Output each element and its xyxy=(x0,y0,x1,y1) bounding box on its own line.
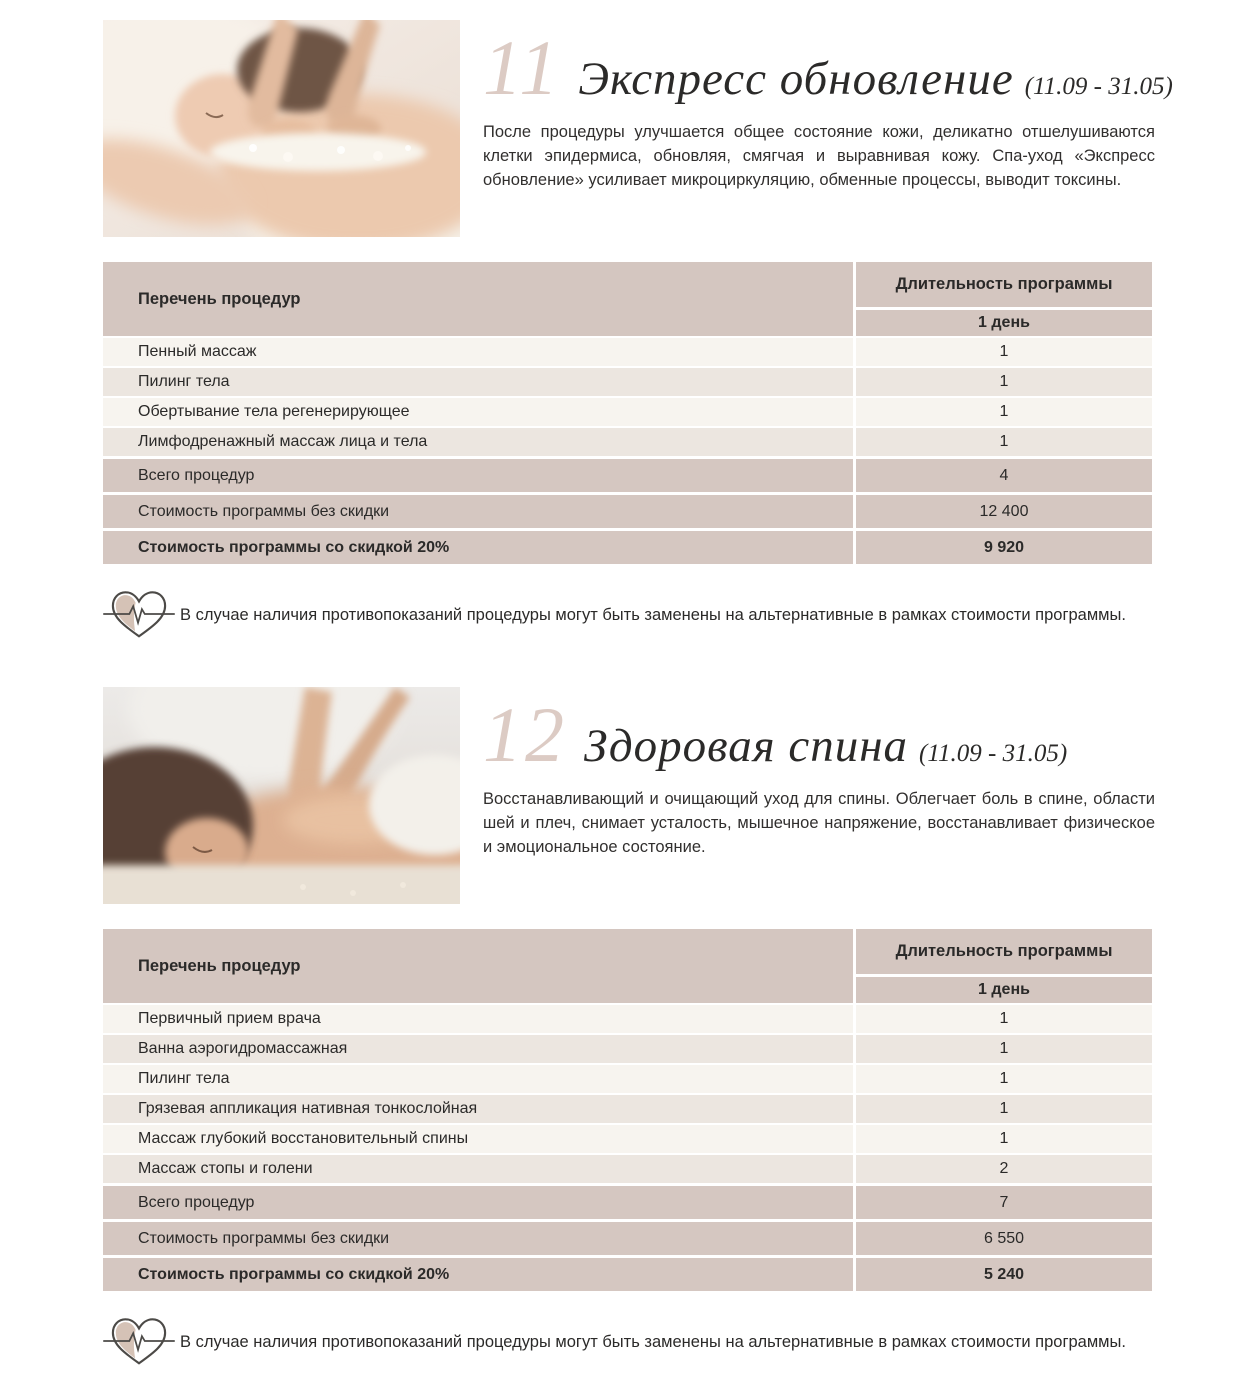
procedure-name: Лимфодренажный массаж лица и тела xyxy=(103,428,853,456)
procedure-name: Массаж стопы и голени xyxy=(103,1155,853,1183)
table-row xyxy=(103,338,1152,366)
procedure-name: Пенный массаж xyxy=(103,338,853,366)
section-dates: (11.09 - 31.05) xyxy=(1024,73,1173,100)
procedure-count: 1 xyxy=(856,1125,1152,1153)
summary-value: 12 400 xyxy=(856,495,1152,528)
summary-label: Стоимость программы со скидкой 20% xyxy=(103,1258,853,1291)
summary-row-discount-price xyxy=(103,1258,1152,1291)
summary-value: 6 550 xyxy=(856,1222,1152,1255)
procedure-name: Массаж глубокий восстановительный спины xyxy=(103,1125,853,1153)
summary-label: Стоимость программы со скидкой 20% xyxy=(103,531,853,564)
procedure-count: 1 xyxy=(856,398,1152,426)
table-row xyxy=(103,1065,1152,1093)
photo-salt-scrub-massage xyxy=(103,20,460,237)
heart-pulse-icon xyxy=(103,1313,175,1371)
back-massage-illustration xyxy=(103,687,460,904)
summary-value: 5 240 xyxy=(856,1258,1152,1291)
duration-subheader-label: 1 день xyxy=(856,310,1152,336)
photo-back-massage xyxy=(103,687,460,904)
section-header-block xyxy=(483,20,1173,237)
section-healthy-back xyxy=(103,687,1155,1372)
procedure-count: 1 xyxy=(856,428,1152,456)
summary-row-total xyxy=(103,1186,1152,1219)
procedure-count: 1 xyxy=(856,338,1152,366)
procedure-count: 1 xyxy=(856,1035,1152,1063)
procedure-count: 1 xyxy=(856,1005,1152,1033)
procedure-name: Пилинг тела xyxy=(103,1065,853,1093)
section-number: 12 xyxy=(483,691,567,778)
contraindications-note xyxy=(103,585,1155,645)
section-heading xyxy=(483,691,1155,778)
section-title: Экспресс обновление xyxy=(578,53,1014,105)
procedures-column-header: Перечень процедур xyxy=(103,262,853,336)
table-header xyxy=(103,262,1152,336)
salt-scrub-illustration xyxy=(103,20,460,237)
section-head xyxy=(103,20,1173,237)
table-row xyxy=(103,398,1152,426)
section-description: После процедуры улучшается общее состояние кожи, деликатно отшелушиваются клетки эпидермиса, обновляя, смягчая и выравнивая кожу. Спа-уход «Экспресс обновление» усиливает микроциркуляцию, обменные процессы, выводит токсины. xyxy=(483,123,1155,189)
note-text: В случае наличия противопоказаний процедуры могут быть заменены на альтернативные в рамках стоимости программы. xyxy=(180,1332,1126,1351)
summary-value: 7 xyxy=(856,1186,1152,1219)
summary-row-price xyxy=(103,1222,1152,1255)
summary-label: Всего процедур xyxy=(103,1186,853,1219)
table-row xyxy=(103,368,1152,396)
procedure-name: Обертывание тела регенерирующее xyxy=(103,398,853,426)
duration-header-label: Длительность программы xyxy=(856,262,1152,307)
procedure-count: 2 xyxy=(856,1155,1152,1183)
section-heading xyxy=(483,24,1173,111)
section-description: Восстанавливающий и очищающий уход для спины. Облегчает боль в спине, области шей и плеч, снимает усталость, мышечное напряжение, восстанавливает физическое и эмоциональное состояние. xyxy=(483,790,1155,856)
summary-row-total xyxy=(103,459,1152,492)
procedure-name: Первичный прием врача xyxy=(103,1005,853,1033)
note-text: В случае наличия противопоказаний процедуры могут быть заменены на альтернативные в рамках стоимости программы. xyxy=(180,605,1126,624)
heart-pulse-icon xyxy=(103,586,175,644)
procedure-count: 1 xyxy=(856,368,1152,396)
procedure-name: Пилинг тела xyxy=(103,368,853,396)
table-row xyxy=(103,1095,1152,1123)
table-row xyxy=(103,1005,1152,1033)
table-row xyxy=(103,1155,1152,1183)
duration-header-label: Длительность программы xyxy=(856,929,1152,974)
section-express-renewal xyxy=(103,20,1173,645)
summary-value: 9 920 xyxy=(856,531,1152,564)
table-row xyxy=(103,1035,1152,1063)
summary-label: Стоимость программы без скидки xyxy=(103,495,853,528)
duration-subheader-label: 1 день xyxy=(856,977,1152,1003)
summary-label: Стоимость программы без скидки xyxy=(103,1222,853,1255)
procedure-count: 1 xyxy=(856,1095,1152,1123)
summary-row-price xyxy=(103,495,1152,528)
procedure-count: 1 xyxy=(856,1065,1152,1093)
procedure-name: Грязевая аппликация нативная тонкослойная xyxy=(103,1095,853,1123)
procedures-column-header: Перечень процедур xyxy=(103,929,853,1003)
section-dates: (11.09 - 31.05) xyxy=(919,740,1068,767)
procedures-table xyxy=(103,929,1152,1291)
procedure-name: Ванна аэрогидромассажная xyxy=(103,1035,853,1063)
contraindications-note xyxy=(103,1312,1155,1372)
table-row xyxy=(103,428,1152,456)
section-title: Здоровая спина xyxy=(584,720,909,772)
section-number: 11 xyxy=(483,24,562,111)
duration-column-header xyxy=(856,262,1152,336)
section-head xyxy=(103,687,1155,904)
summary-row-discount-price xyxy=(103,531,1152,564)
duration-column-header xyxy=(856,929,1152,1003)
table-header xyxy=(103,929,1152,1003)
procedures-table xyxy=(103,262,1152,564)
summary-value: 4 xyxy=(856,459,1152,492)
summary-label: Всего процедур xyxy=(103,459,853,492)
table-row xyxy=(103,1125,1152,1153)
section-header-block xyxy=(483,687,1155,904)
